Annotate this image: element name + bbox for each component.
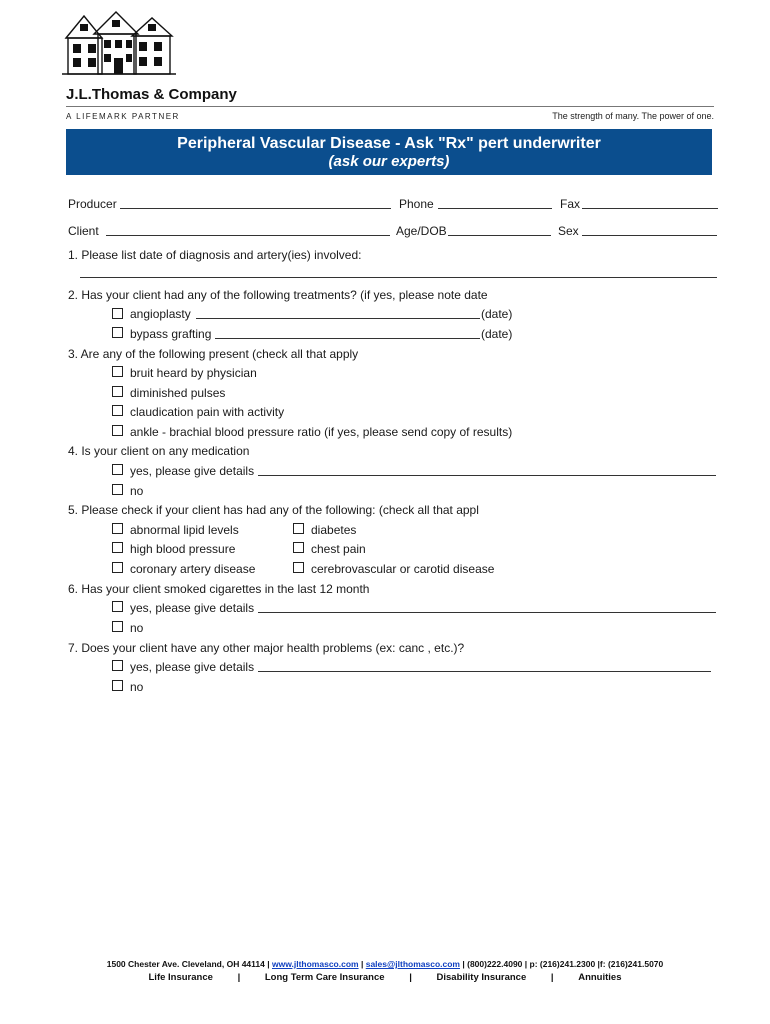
age-dob-label: Age/DOB xyxy=(396,224,447,238)
claudication-label: claudication pain with activity xyxy=(130,405,285,419)
producer-label: Producer xyxy=(68,197,117,211)
other-yes-checkbox[interactable] xyxy=(112,660,123,671)
form-subtitle: (ask our experts) xyxy=(328,153,450,170)
angioplasty-label: angioplasty xyxy=(130,307,191,321)
form-title: Peripheral Vascular Disease - Ask "Rx" pert underwriter xyxy=(177,135,601,152)
footer-contact xyxy=(0,959,770,969)
bypass-grafting-date-label: (date) xyxy=(481,327,513,341)
question-5: 5. Please check if your client has had any of the following: (check all that appl xyxy=(68,503,479,517)
fax-label: Fax xyxy=(560,197,581,211)
product-ltc: Long Term Care Insurance xyxy=(264,972,385,983)
footer-products xyxy=(0,972,770,983)
smoke-no-checkbox[interactable] xyxy=(112,621,123,632)
bypass-grafting-date-field[interactable] xyxy=(215,327,480,339)
sex-field[interactable] xyxy=(582,224,717,236)
footer-phones: | (800)222.4090 | p: (216)241.2300 |f: (216)241.5070 xyxy=(462,959,664,969)
footer-email-link[interactable]: sales@jlthomasco.com xyxy=(365,959,460,969)
other-no-label: no xyxy=(130,680,144,694)
question-1: 1. Please list date of diagnosis and artery(ies) involved: xyxy=(68,248,362,262)
medication-yes-checkbox[interactable] xyxy=(112,464,123,475)
cerebrovascular-checkbox[interactable] xyxy=(293,562,304,573)
abi-ratio-label: ankle - brachial blood pressure ratio (if yes, please send copy of results) xyxy=(130,425,513,439)
phone-field[interactable] xyxy=(438,197,552,209)
diabetes-checkbox[interactable] xyxy=(293,523,304,534)
medication-yes-label: yes, please give details xyxy=(130,464,255,478)
cerebrovascular-label: cerebrovascular or carotid disease xyxy=(311,562,495,576)
chest-pain-label: chest pain xyxy=(311,542,366,556)
smoke-details-field[interactable] xyxy=(258,601,716,613)
question-3: 3. Are any of the following present (check all that apply xyxy=(68,347,359,361)
question-2: 2. Has your client had any of the following treatments? (if yes, please note date xyxy=(68,288,488,302)
coronary-label: coronary artery disease xyxy=(130,562,256,576)
product-annuities: Annuities xyxy=(578,972,622,983)
smoke-no-label: no xyxy=(130,621,144,635)
coronary-checkbox[interactable] xyxy=(112,562,123,573)
angioplasty-date-label: (date) xyxy=(481,307,513,321)
client-row xyxy=(68,224,718,238)
bypass-grafting-checkbox[interactable] xyxy=(112,327,123,338)
lipid-label: abnormal lipid levels xyxy=(130,523,239,537)
phone-label: Phone xyxy=(399,197,434,211)
bruit-label: bruit heard by physician xyxy=(130,366,257,380)
footer-address: 1500 Chester Ave. Cleveland, OH 44114 | xyxy=(106,959,270,969)
smoke-yes-label: yes, please give details xyxy=(130,601,255,615)
other-details-field[interactable] xyxy=(258,660,711,672)
product-disability: Disability Insurance xyxy=(436,972,527,983)
product-separator: | xyxy=(409,972,412,983)
medication-details-field[interactable] xyxy=(258,464,716,476)
sex-label: Sex xyxy=(558,224,579,238)
diabetes-label: diabetes xyxy=(311,523,357,537)
client-field[interactable] xyxy=(106,224,390,236)
footer-separator: | xyxy=(360,959,364,969)
smoke-yes-checkbox[interactable] xyxy=(112,601,123,612)
angioplasty-date-field[interactable] xyxy=(196,307,480,319)
client-label: Client xyxy=(68,224,99,238)
medication-no-label: no xyxy=(130,484,144,498)
abi-ratio-checkbox[interactable] xyxy=(112,425,123,436)
diminished-pulses-label: diminished pulses xyxy=(130,386,226,400)
fax-field[interactable] xyxy=(582,197,718,209)
product-separator: | xyxy=(550,972,554,983)
bypass-grafting-label: bypass grafting xyxy=(130,327,212,341)
tagline: The strength of many. The power of one. xyxy=(552,111,714,121)
bruit-checkbox[interactable] xyxy=(112,366,123,377)
product-separator: | xyxy=(237,972,241,983)
chest-pain-checkbox[interactable] xyxy=(293,542,304,553)
blood-pressure-label: high blood pressure xyxy=(130,542,236,556)
question-6: 6. Has your client smoked cigarettes in the last 12 month xyxy=(68,582,370,596)
question-1-answer-field[interactable] xyxy=(80,266,717,278)
company-name: J.L.Thomas & Company xyxy=(66,86,237,103)
claudication-checkbox[interactable] xyxy=(112,405,123,416)
question-4: 4. Is your client on any medication xyxy=(68,444,250,458)
producer-field[interactable] xyxy=(120,197,391,209)
title-banner xyxy=(66,129,712,175)
product-life: Life Insurance xyxy=(148,972,213,983)
company-logo-building xyxy=(60,10,180,78)
header-rule xyxy=(66,106,714,107)
age-dob-field[interactable] xyxy=(448,224,551,236)
producer-row xyxy=(68,197,718,211)
diminished-pulses-checkbox[interactable] xyxy=(112,386,123,397)
medication-no-checkbox[interactable] xyxy=(112,484,123,495)
question-7: 7. Does your client have any other major health problems (ex: canc , etc.)? xyxy=(68,641,465,655)
blood-pressure-checkbox[interactable] xyxy=(112,542,123,553)
footer-website-link[interactable]: www.jlthomasco.com xyxy=(271,959,359,969)
other-yes-label: yes, please give details xyxy=(130,660,255,674)
angioplasty-checkbox[interactable] xyxy=(112,308,123,319)
other-no-checkbox[interactable] xyxy=(112,680,123,691)
partner-label: A LIFEMARK PARTNER xyxy=(66,112,180,121)
lipid-checkbox[interactable] xyxy=(112,523,123,534)
